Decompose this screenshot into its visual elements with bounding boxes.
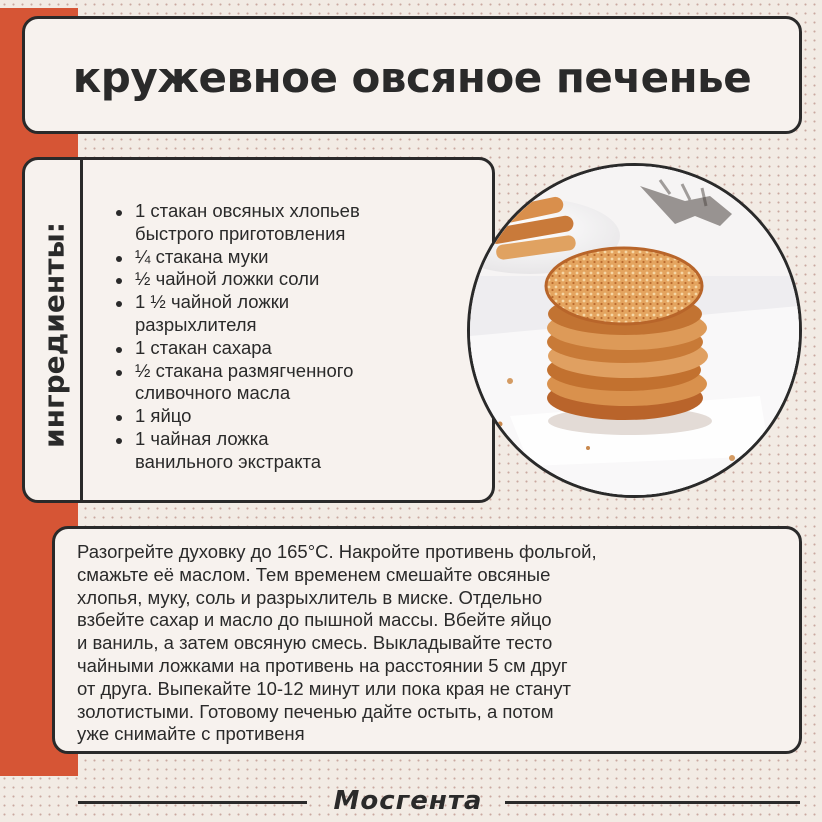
footer-line-left (78, 801, 307, 804)
cookie-photo (467, 163, 802, 498)
ingredient-item: 1 чайная ложка ванильного экстракта (115, 428, 360, 474)
ingredient-item: ½ чайной ложки соли (115, 268, 360, 291)
method-card (52, 526, 802, 754)
brand-logo: Мосгента (333, 786, 483, 816)
cookie-photo-illustration (470, 166, 799, 495)
ingredients-heading: ингредиенты: (37, 222, 71, 448)
footer-logo-row (0, 780, 822, 822)
ingredient-item: 1 ½ чайной ложки разрыхлителя (115, 291, 360, 337)
footer-line-right (505, 801, 800, 804)
ingredient-item: 1 стакан овсяных хлопьев быстрого приготовления (115, 200, 360, 246)
ingredient-item: ½ стакана размягченного сливочного масла (115, 360, 360, 406)
method-text: Разогрейте духовку до 165°С. Накройте противень фольгой, смажьте её маслом. Тем временем смешайте овсяные хлопья, муку, соль и разрыхлитель в миске. Отдельно взбейте сахар и масло до пышной массы. Вбейте яйцо и ваниль, а затем овсяную смесь. Выкладывайте тесто чайными ложками на противень на расстоянии 5 см друг от друга. Выпекайте 10-12 минут или пока края не станут золотистыми. Готовому печенью дайте остыть, а потом уже снимайте с противеня (77, 541, 597, 745)
ingredient-item: ¼ стакана муки (115, 246, 360, 269)
title-card (22, 16, 802, 134)
ingredient-item: 1 стакан сахара (115, 337, 360, 360)
page-title: кружевное овсяное печенье (72, 52, 752, 102)
ingredients-card (22, 157, 495, 503)
ingredients-list (115, 200, 360, 474)
ingredient-item: 1 яйцо (115, 405, 360, 428)
ingredients-divider (80, 160, 83, 500)
